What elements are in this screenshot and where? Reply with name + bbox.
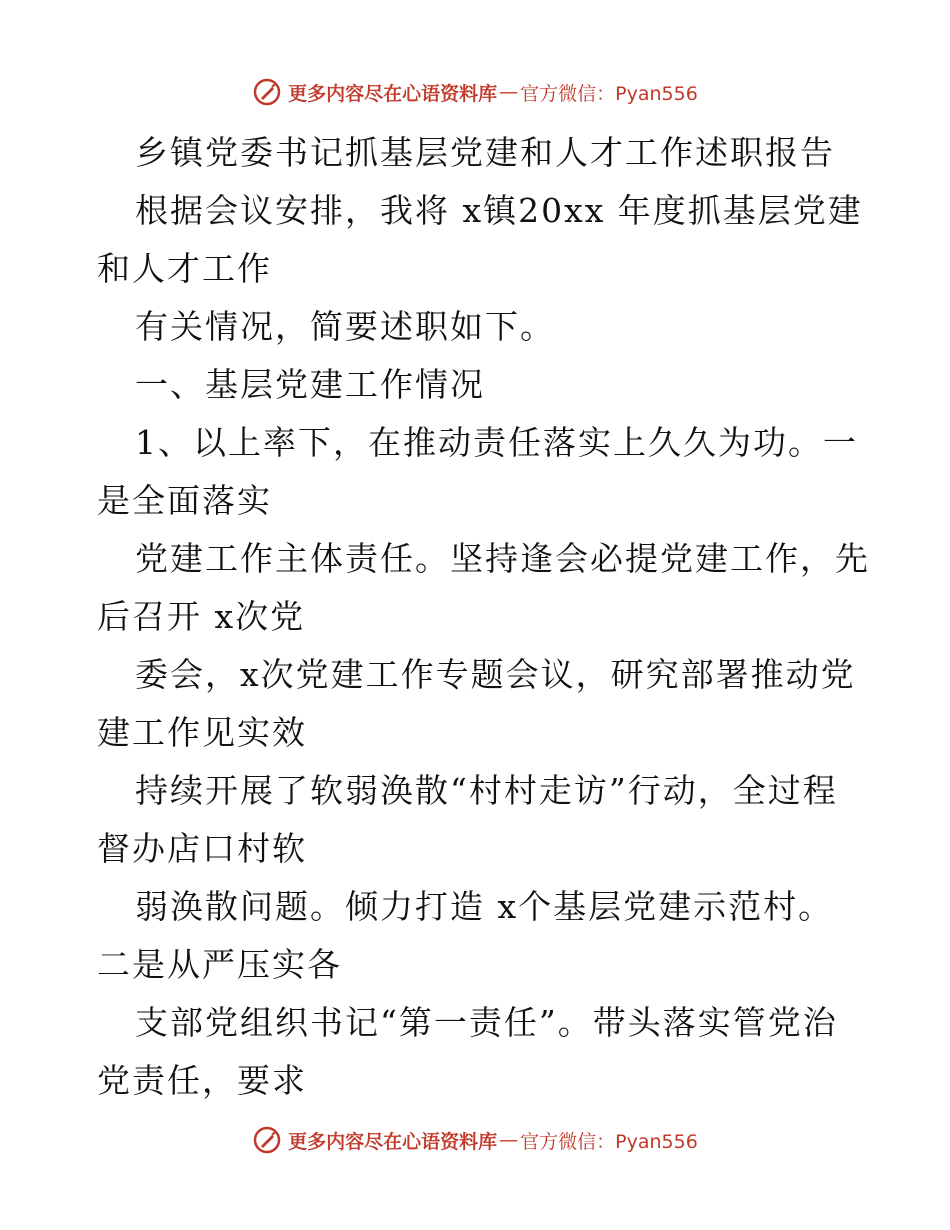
- paragraph-line: 督办店口村软: [97, 829, 307, 868]
- paragraph-line: 根据会议安排，我将 x镇20xx 年度抓基层党建: [135, 191, 863, 230]
- paragraph-line: 是全面落实: [97, 481, 272, 520]
- header-banner: [0, 72, 950, 112]
- paragraph-line: 建工作见实效: [97, 713, 307, 752]
- footer-separator: —: [499, 1129, 519, 1151]
- header-wechat-text: 官方微信：Pyan556: [520, 82, 698, 105]
- document-title: 乡镇党委书记抓基层党建和人才工作述职报告: [135, 133, 835, 172]
- paragraph-line: 后召开 x次党: [97, 597, 306, 636]
- header-separator: —: [499, 81, 519, 103]
- footer-brand-text: 更多内容尽在心语资料库: [288, 1130, 498, 1153]
- paragraph-line: 委会，x次党建工作专题会议，研究部署推动党: [135, 655, 856, 694]
- paragraph-line: 1、以上率下，在推动责任落实上久久为功。一: [135, 423, 858, 462]
- footer-wechat-text: 官方微信：Pyan556: [520, 1130, 698, 1153]
- paragraph-line: 二是从严压实各: [97, 945, 342, 984]
- document-body: [97, 124, 870, 1110]
- paragraph-line: 党责任，要求: [97, 1061, 307, 1100]
- header-brand-text: 更多内容尽在心语资料库: [288, 82, 498, 105]
- pen-logo-icon: [252, 77, 282, 107]
- footer-banner: [0, 1120, 950, 1160]
- paragraph-line: 持续开展了软弱涣散“村村走访”行动，全过程: [135, 771, 838, 810]
- paragraph-line: 党建工作主体责任。坚持逢会必提党建工作，先: [135, 539, 870, 578]
- paragraph-line: 有关情况，简要述职如下。: [135, 307, 555, 346]
- paragraph-line: 弱涣散问题。倾力打造 x个基层党建示范村。: [135, 887, 834, 926]
- paragraph-line: 支部党组织书记“第一责任”。带头落实管党治: [135, 1003, 838, 1042]
- paragraph-line: 和人才工作: [97, 249, 272, 288]
- pen-logo-icon: [252, 1125, 282, 1155]
- section-heading: 一、基层党建工作情况: [135, 365, 485, 404]
